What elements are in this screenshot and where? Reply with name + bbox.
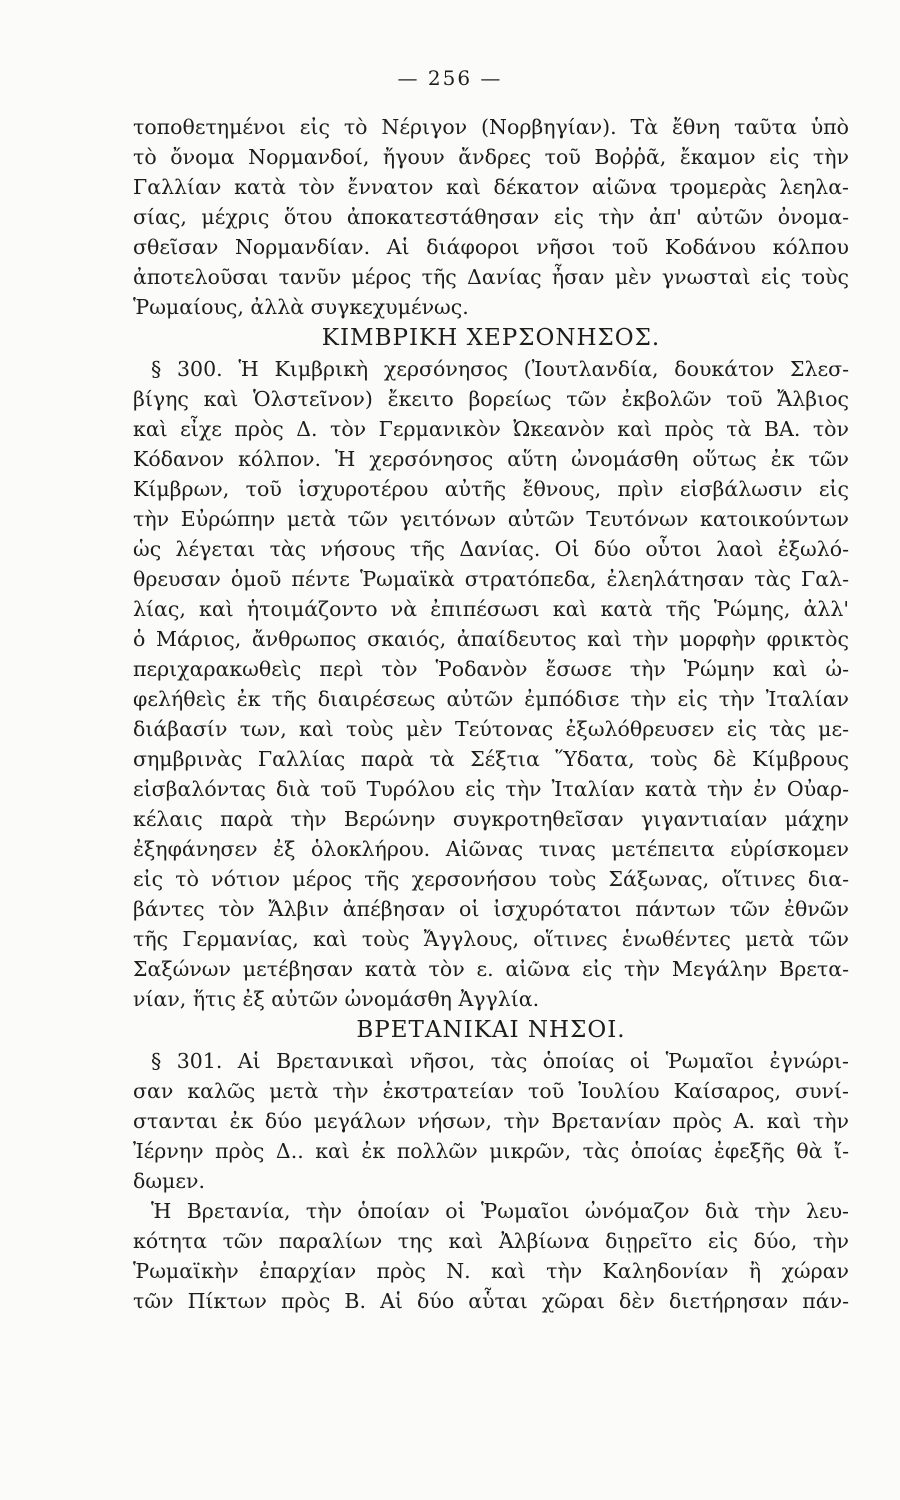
text-line: ἀποτελοῦσαι τανῦν μέρος τῆς Δανίας ἦσαν μὲν γνωσταὶ εἰς τοὺς [133,265,849,289]
text-line: λίας, καὶ ἡτοιμάζοντο νὰ ἐπιπέσωσι καὶ κατὰ τῆς Ῥώμης, ἀλλ' [133,597,849,621]
text-line: νίαν, ἥτις ἐξ αὐτῶν ὠνομάσθη Ἀγγλία. [133,987,540,1011]
text-line: φελήθεὶς ἐκ τῆς διαιρέσεως αὐτῶν ἐμπόδισε τὴν εἰς τὴν Ἰταλίαν [133,687,849,711]
text-line: ὁ Μάριος, ἄνθρωπος σκαιός, ἀπαίδευτος καὶ τὴν μορφὴν φρικτὸς [133,627,849,651]
text-line: δωμεν. [133,1169,205,1193]
text-line: στανται ἐκ δύο μεγάλων νήσων, τὴν Βρετανίαν πρὸς Α. καὶ τὴν [133,1109,849,1133]
text-line: Ἡ Βρετανία, τὴν ὁποίαν οἱ Ῥωμαῖοι ὠνόμαζον διὰ τὴν λευ- [151,1199,849,1223]
text-line: κέλαις παρὰ τὴν Βερώνην συγκροτηθεῖσαν γιγαντιαίαν μάχην [133,807,849,831]
text-line: τὸ ὄνομα Νορμανδοί, ἤγουν ἄνδρες τοῦ Βοῤῥᾶ, ἔκαμον εἰς τὴν [133,145,849,169]
text-line: § 300. Ἡ Κιμβρικὴ χερσόνησος (Ἰουτλανδία, δουκάτον Σλεσ- [151,357,849,381]
text-line: σημβρινὰς Γαλλίας παρὰ τὰ Σέξτια Ὕδατα, τοὺς δὲ Κίμβρους [133,747,849,771]
text-line: Ἰέρνην πρὸς Δ.. καὶ ἐκ πολλῶν μικρῶν, τὰς ὁποίας ἐφεξῆς θὰ ἴ- [133,1139,849,1163]
section-heading-kimbriki: ΚΙΜΒΡΙΚΗ ΧΕΡΣΟΝΗΣΟΣ. [321,325,661,351]
text-line: διάβασίν των, καὶ τοὺς μὲν Τεύτονας ἐξωλόθρευσεν εἰς τὰς με- [133,717,849,741]
section-heading-bretanikai: ΒΡΕΤΑΝΙΚΑΙ ΝΗΣΟΙ. [356,1017,626,1043]
paragraph-intro [133,112,849,322]
text-line: τὴν Εὐρώπην μετὰ τῶν γειτόνων αὐτῶν Τευτόνων κατοικούντων [133,507,849,531]
text-line: σθεῖσαν Νορμανδίαν. Αἱ διάφοροι νῆσοι τοῦ Κοδάνου κόλπου [133,235,849,259]
paragraph-britain [133,1196,849,1316]
text-line: Ῥωμαϊκὴν ἐπαρχίαν πρὸς Ν. καὶ τὴν Καληδονίαν ἢ χώραν [133,1259,849,1283]
section-301 [133,1046,849,1196]
text-line: τοποθετημένοι εἰς τὸ Νέριγον (Νορβηγίαν). Τὰ ἔθνη ταῦτα ὑπὸ [133,115,849,139]
text-line: ἐξηφάνησεν ἐξ ὁλοκλήρου. Αἰῶνας τινας μετέπειτα εὑρίσκομεν [133,837,849,861]
text-line: εἰσβαλόντας διὰ τοῦ Τυρόλου εἰς τὴν Ἰταλίαν κατὰ τὴν ἐν Οὐαρ- [133,777,849,801]
text-line: Σαξώνων μετέβησαν κατὰ τὸν ε. αἰῶνα εἰς τὴν Μεγάλην Βρετα- [133,957,849,981]
text-line: περιχαρακωθεὶς περὶ τὸν Ῥοδανὸν ἔσωσε τὴν Ῥώμην καὶ ὠ- [133,657,849,681]
text-line: σίας, μέχρις ὅτου ἀποκατεστάθησαν εἰς τὴν ἀπ' αὐτῶν ὀνομα- [133,205,849,229]
page-number: — 256 — [397,66,503,90]
text-line: τῆς Γερμανίας, καὶ τοὺς Ἄγγλους, οἵτινες ἑνωθέντες μετὰ τῶν [133,927,849,951]
text-line: κότητα τῶν παραλίων της καὶ Ἀλβίωνα διῃρεῖτο εἰς δύο, τὴν [133,1229,849,1253]
text-line: τῶν Πίκτων πρὸς Β. Αἱ δύο αὗται χῶραι δὲν διετήρησαν πάν- [133,1289,849,1313]
text-line: Γαλλίαν κατὰ τὸν ἔννατον καὶ δέκατον αἰῶνα τρομερὰς λεηλα- [133,175,849,199]
text-line: Κίμβρων, τοῦ ἰσχυροτέρου αὐτῆς ἔθνους, πρὶν εἰσβάλωσιν εἰς [133,477,849,501]
text-line: καὶ εἶχε πρὸς Δ. τὸν Γερμανικὸν Ὠκεανὸν καὶ πρὸς τὰ ΒΑ. τὸν [133,417,849,441]
text-line: βίγης καὶ Ὁλστεῖνον) ἔκειτο βορείως τῶν ἐκβολῶν τοῦ Ἄλβιος [133,387,849,411]
section-300 [133,354,849,1014]
text-line: βάντες τὸν Ἄλβιν ἀπέβησαν οἱ ἰσχυρότατοι πάντων τῶν ἐθνῶν [133,897,849,921]
text-line: εἰς τὸ νότιον μέρος τῆς χερσονήσου τοὺς Σάξωνας, οἵτινες δια- [133,867,849,891]
text-line: Κόδανον κόλπον. Ἡ χερσόνησος αὕτη ὠνομάσθη οὕτως ἐκ τῶν [133,447,849,471]
text-line: Ῥωμαίους, ἀλλὰ συγκεχυμένως. [133,295,469,319]
text-line: § 301. Αἱ Βρετανικαὶ νῆσοι, τὰς ὁποίας οἱ Ῥωμαῖοι ἐγνώρι- [151,1049,849,1073]
text-line: ὡς λέγεται τὰς νήσους τῆς Δανίας. Οἱ δύο οὗτοι λαοὶ ἐξωλό- [133,537,849,561]
text-line: σαν καλῶς μετὰ τὴν ἐκστρατείαν τοῦ Ἰουλίου Καίσαρος, συνί- [133,1079,849,1103]
page-text [133,112,849,1316]
text-line: θρευσαν ὁμοῦ πέντε Ῥωμαϊκὰ στρατόπεδα, ἐλεηλάτησαν τὰς Γαλ- [133,567,849,591]
